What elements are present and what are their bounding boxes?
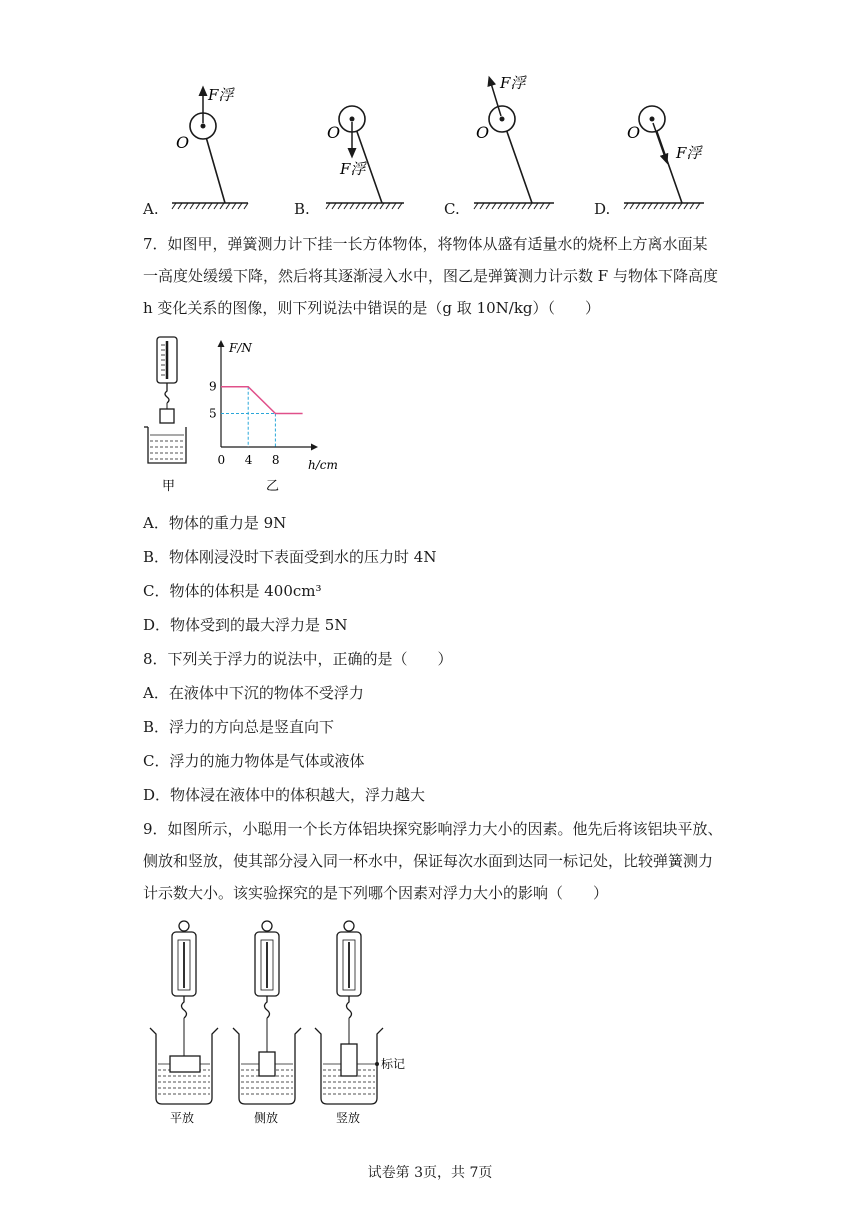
option-c-figure: [474, 74, 554, 209]
q6-option-figures: [130, 70, 730, 220]
setup-upright: [315, 921, 405, 1125]
x-tick-label: 4: [244, 453, 253, 467]
point-o-d: O: [627, 123, 641, 142]
q8-option-c[interactable]: C．浮力的施力物体是气体或液体: [143, 752, 365, 770]
chart-xlabel: h/cm: [308, 458, 338, 472]
page-footer: 试卷第 3页，共 7页: [367, 1165, 493, 1181]
option-a-figure: [172, 86, 248, 209]
q7-option-b[interactable]: B．物体刚浸没时下表面受到水的压力时 4N: [143, 548, 437, 566]
q6-option-c-letter[interactable]: C.: [444, 200, 460, 218]
q8-option-a[interactable]: A．在液体中下沉的物体不受浮力: [143, 684, 364, 702]
q7-figure-yi-chart: [205, 335, 345, 495]
label-flat: 平放: [170, 1111, 195, 1125]
q7-stem-line2: 一高度处缓缓下降，然后将其逐渐浸入水中，图乙是弹簧测力计示数 F 与物体下降高度: [143, 267, 718, 285]
fig-jia-label: 甲: [162, 479, 176, 494]
series-line: [221, 387, 303, 414]
q9-stem-line2: 侧放和竖放，使其部分浸入同一杯水中，保证每次水面到达同一标记处，比较弹簧测力: [143, 852, 714, 870]
option-d-figure: [624, 106, 704, 209]
force-label-c: F浮: [500, 74, 526, 92]
setup-flat: [150, 921, 218, 1125]
force-label-a: F浮: [208, 86, 234, 104]
fig-yi-label: 乙: [266, 479, 280, 494]
q8-option-b[interactable]: B．浮力的方向总是竖直向下: [143, 718, 335, 736]
q6-option-b-letter[interactable]: B.: [294, 200, 310, 218]
x-tick-label: 0: [217, 453, 226, 467]
q6-option-d-letter[interactable]: D.: [594, 200, 611, 218]
q9-stem-line1: 9．如图所示，小聪用一个长方体铝块探究影响浮力大小的因素。他先后将该铝块平放、: [143, 820, 723, 838]
y-tick-label: 5: [209, 406, 217, 421]
label-upright: 竖放: [336, 1111, 361, 1125]
y-tick-label: 9: [209, 379, 217, 394]
q7-option-a[interactable]: A．物体的重力是 9N: [143, 514, 287, 532]
q9-experiment-figure: [140, 918, 430, 1130]
q7-stem-line3: h 变化关系的图像，则下列说法中错误的是（g 取 10N/kg）（ ）: [143, 299, 601, 317]
label-side: 侧放: [254, 1111, 279, 1125]
force-label-b: F浮: [340, 160, 366, 178]
point-o-a: O: [176, 133, 190, 152]
point-o-b: O: [327, 123, 341, 142]
q7-option-d[interactable]: D．物体受到的最大浮力是 5N: [143, 616, 348, 634]
x-tick-label: 8: [271, 453, 280, 467]
q8-stem: 8．下列关于浮力的说法中，正确的是（ ）: [143, 650, 453, 668]
option-b-figure: [326, 106, 404, 209]
mark-label: 标记: [381, 1057, 406, 1071]
setup-side: [233, 921, 301, 1125]
q9-stem-line3: 计示数大小。该实验探究的是下列哪个因素对浮力大小的影响（ ）: [143, 884, 609, 902]
chart-ylabel: F/N: [229, 341, 252, 355]
q6-option-a-letter[interactable]: A.: [143, 200, 159, 218]
point-o-c: O: [476, 123, 490, 142]
force-label-d: F浮: [676, 144, 702, 162]
q8-option-d[interactable]: D．物体浸在液体中的体积越大，浮力越大: [143, 786, 426, 804]
q7-stem-line1: 7．如图甲，弹簧测力计下挂一长方体物体，将物体从盛有适量水的烧杯上方离水面某: [143, 235, 708, 253]
q7-figure-jia: [140, 335, 200, 495]
q7-option-c[interactable]: C．物体的体积是 400cm³: [143, 582, 322, 600]
